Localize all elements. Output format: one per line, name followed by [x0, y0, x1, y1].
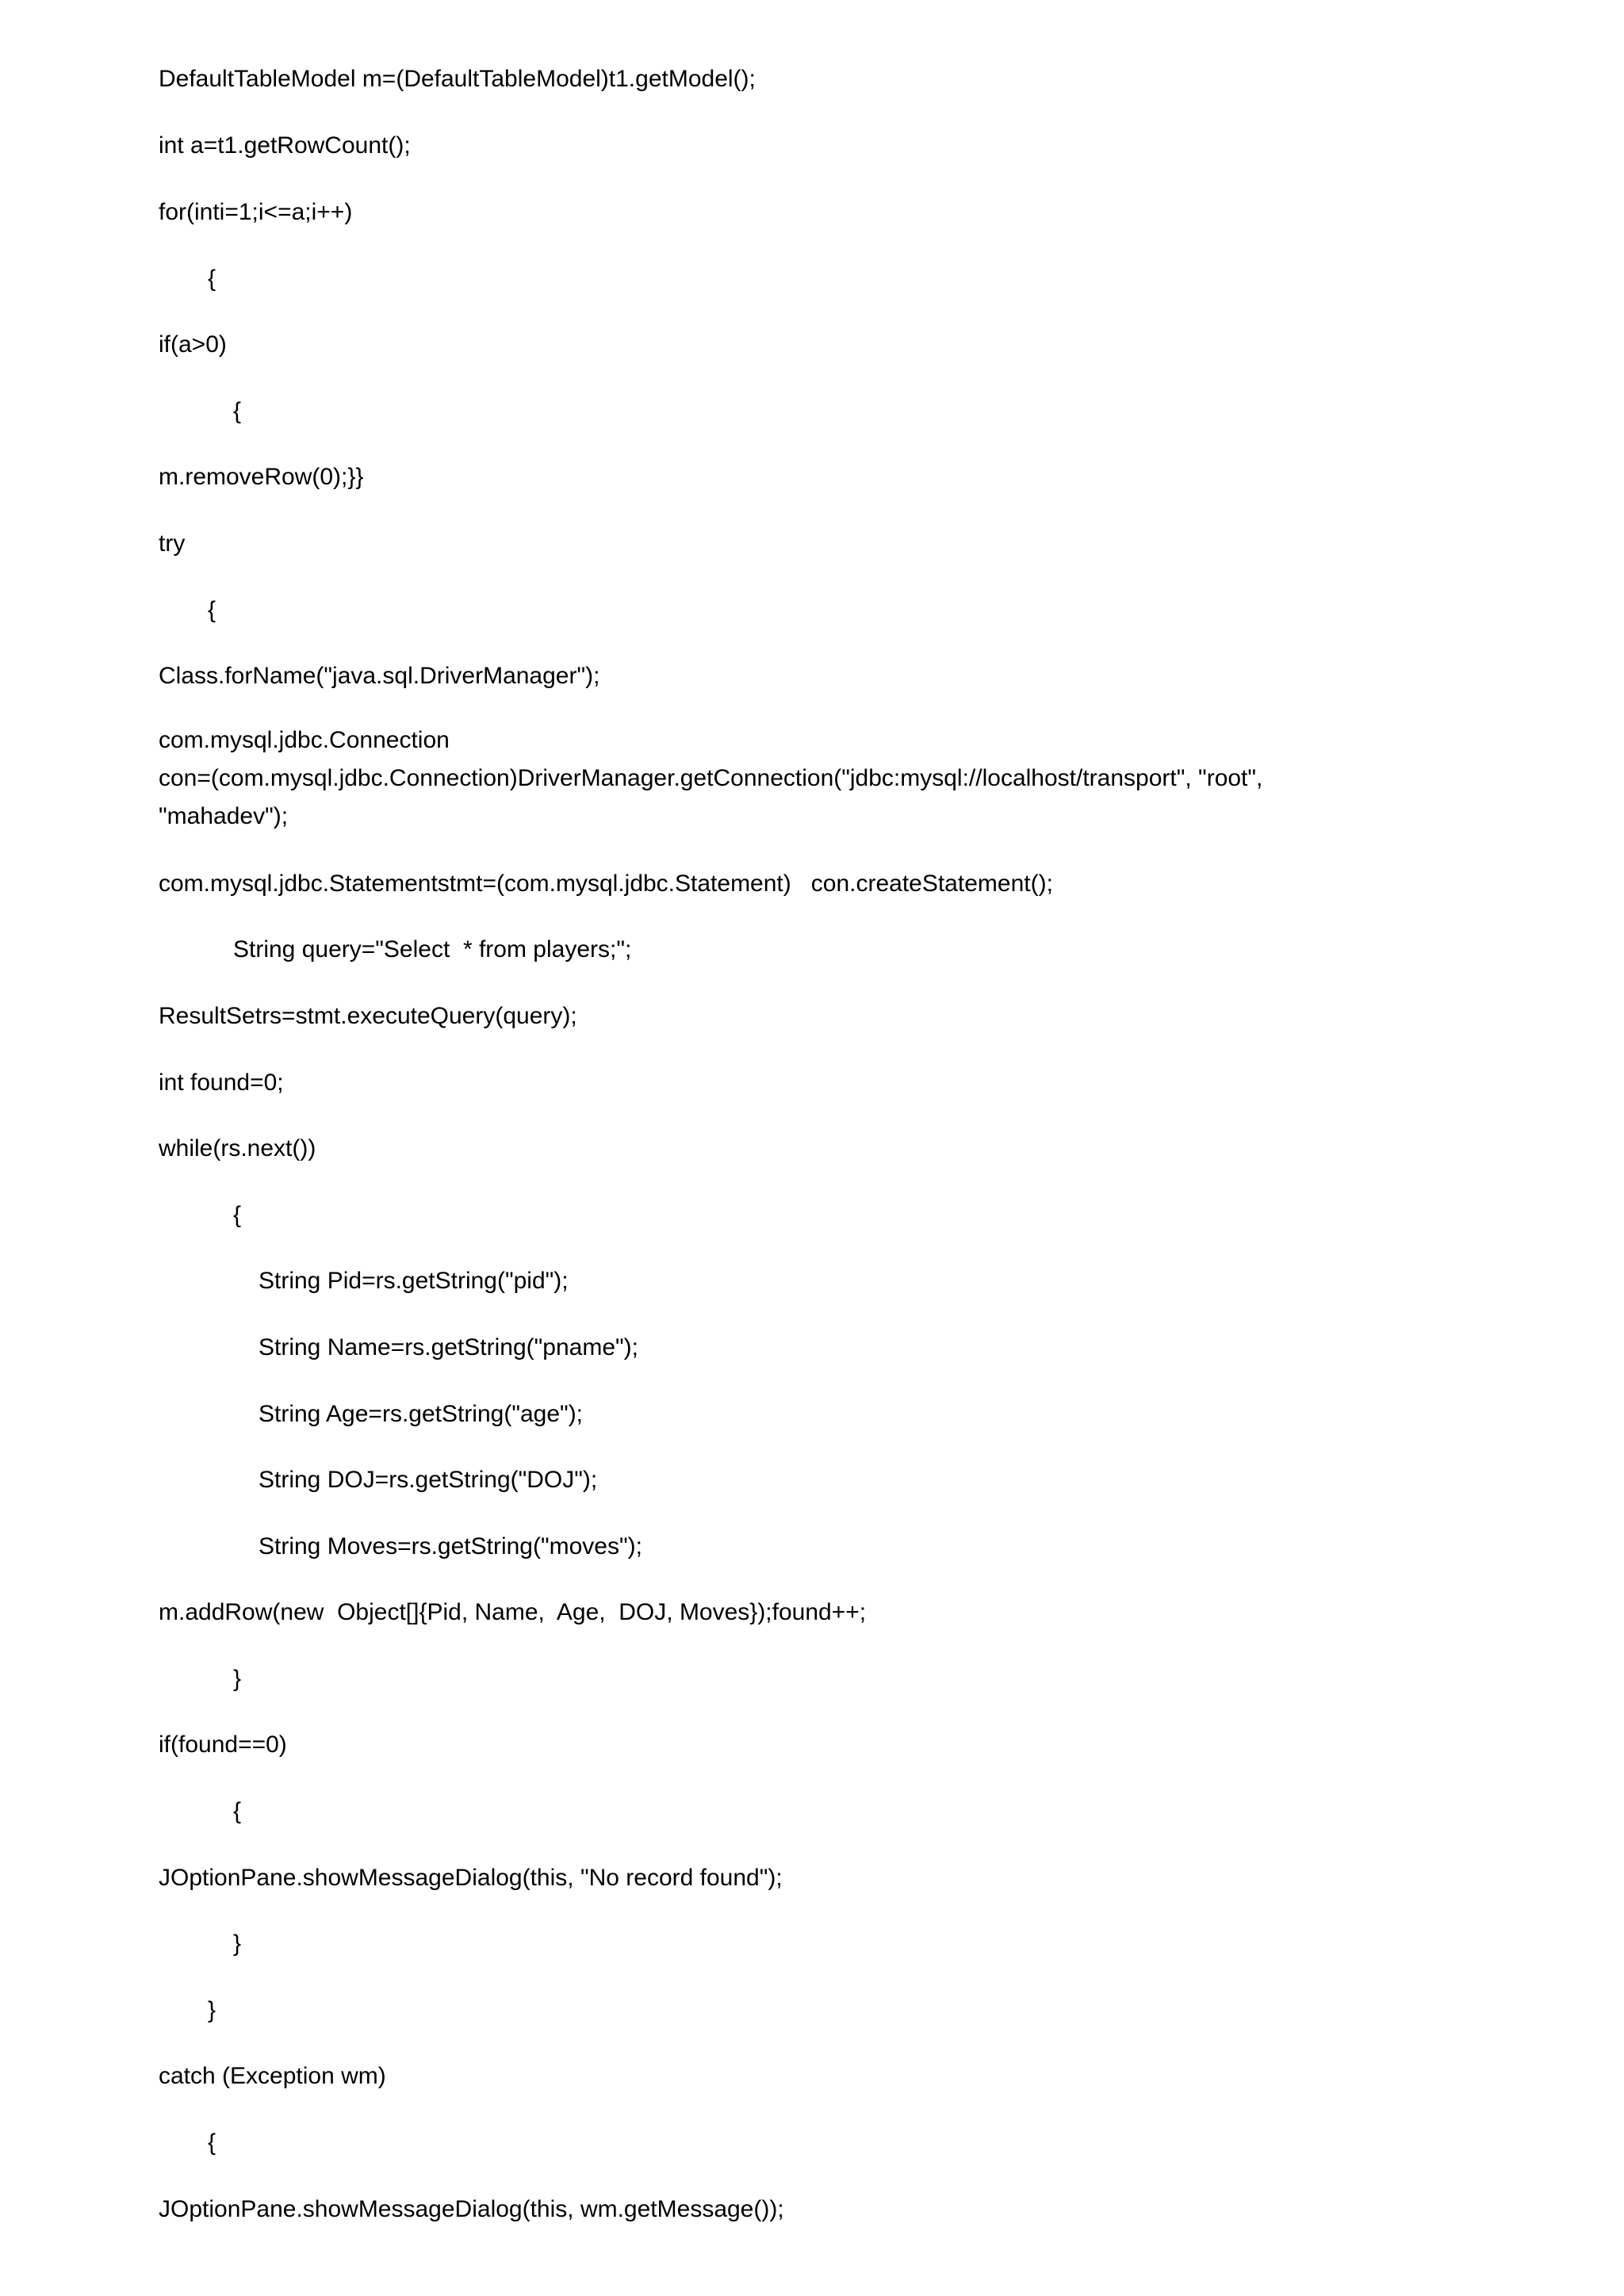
- code-line: {: [208, 266, 216, 292]
- code-line: String Pid=rs.getString("pid");: [259, 1268, 569, 1294]
- code-line: {: [233, 398, 242, 424]
- code-line: com.mysql.jdbc.Connection: [159, 727, 450, 753]
- code-line: {: [233, 1202, 242, 1228]
- code-line: Class.forName("java.sql.DriverManager");: [159, 663, 600, 689]
- code-line: }: [233, 1666, 242, 1692]
- code-line: catch (Exception wm): [159, 2063, 386, 2089]
- code-line: {: [208, 597, 216, 623]
- code-line: try: [159, 530, 186, 557]
- code-line: JOptionPane.showMessageDialog(this, "No record found");: [159, 1865, 783, 1891]
- code-line: String query="Select * from players;";: [233, 936, 632, 962]
- code-line: m.addRow(new Object[]{Pid, Name, Age, DOJ, Moves});found++;: [159, 1599, 867, 1625]
- code-line: int found=0;: [159, 1070, 284, 1096]
- code-line: m.removeRow(0);}}: [159, 464, 364, 490]
- code-line: while(rs.next()): [159, 1135, 316, 1161]
- code-line: con=(com.mysql.jdbc.Connection)DriverManager.getConnection("jdbc:mysql://localhost/transport", "root",: [159, 765, 1263, 791]
- code-line: String Moves=rs.getString("moves");: [259, 1533, 642, 1559]
- code-line: String DOJ=rs.getString("DOJ");: [259, 1467, 598, 1493]
- code-line: for(inti=1;i<=a;i++): [159, 199, 353, 225]
- code-line: int a=t1.getRowCount();: [159, 132, 411, 159]
- code-line: "mahadev");: [159, 803, 289, 829]
- code-line: ResultSetrs=stmt.executeQuery(query);: [159, 1003, 577, 1029]
- code-line: String Name=rs.getString("pname");: [259, 1334, 638, 1360]
- code-line: if(found==0): [159, 1732, 287, 1758]
- code-line: DefaultTableModel m=(DefaultTableModel)t1.getModel();: [159, 66, 756, 92]
- code-line: JOptionPane.showMessageDialog(this, wm.getMessage());: [159, 2196, 784, 2222]
- code-line: if(a>0): [159, 331, 227, 358]
- code-line: }: [233, 1931, 242, 1957]
- code-line: String Age=rs.getString("age");: [259, 1401, 584, 1427]
- code-line: {: [233, 1798, 242, 1824]
- code-line: com.mysql.jdbc.Statementstmt=(com.mysql.jdbc.Statement) con.createStatement();: [159, 871, 1053, 897]
- code-line: {: [208, 2130, 216, 2156]
- code-line: }: [208, 1997, 216, 2023]
